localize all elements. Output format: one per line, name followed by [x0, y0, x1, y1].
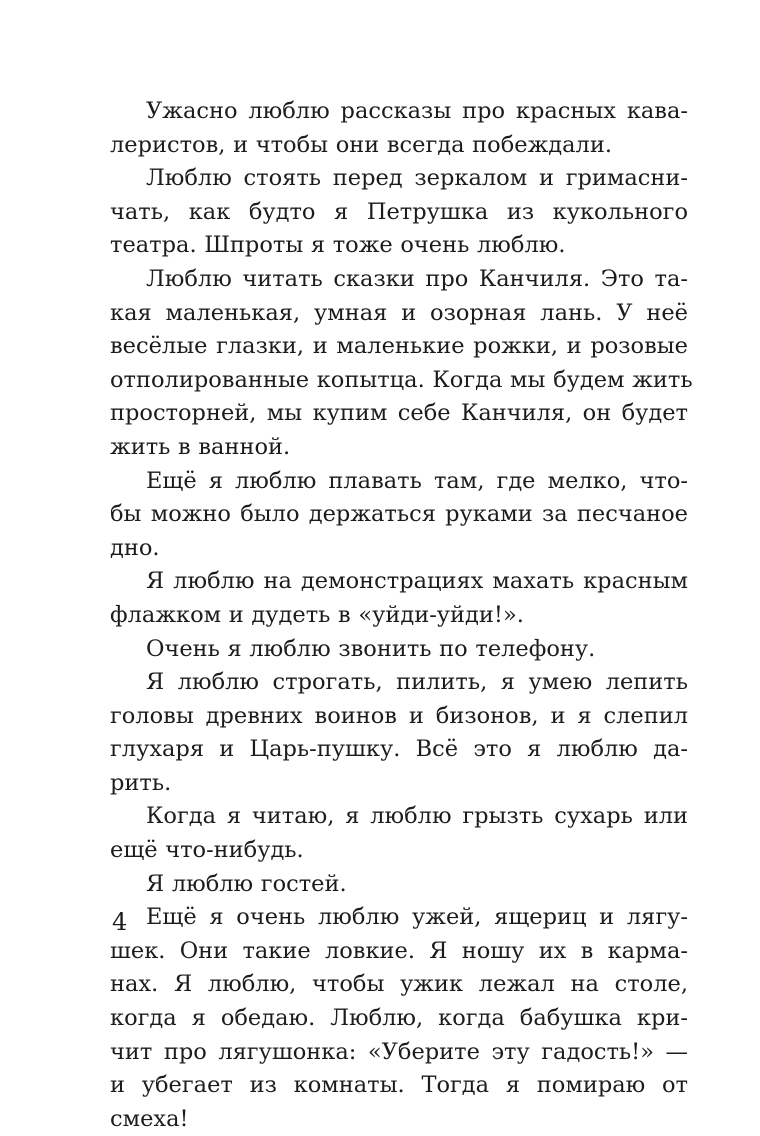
text-line: когда я обедаю. Люблю, когда бабушка кри- [110, 1005, 688, 1032]
body-text [110, 95, 693, 1136]
text-line: глухаря и Царь-пушку. Всё это я люблю да- [110, 736, 688, 763]
text-line: Когда я читаю, я люблю грызть сухарь или [146, 803, 688, 830]
text-line: просторней, мы купим себе Канчиля, он будет [110, 400, 688, 427]
text-line: смеха! [110, 1105, 189, 1132]
text-line: Очень я люблю звонить по телефону. [146, 635, 596, 662]
page-number: 4 [112, 908, 128, 936]
text-line: флажком и дудеть в «уйди-уйди!». [110, 601, 524, 628]
text-line: кая маленькая, умная и озорная лань. У неё [110, 299, 688, 326]
text-line: Ещё я очень люблю ужей, ящериц и лягу- [146, 904, 688, 931]
text-line: Ужасно люблю рассказы про красных кава- [146, 98, 688, 124]
text-line: нах. Я люблю, чтобы ужик лежал на столе, [110, 971, 688, 998]
text-line: Я люблю строгать, пилить, я умею лепить [146, 669, 688, 696]
text-line: жить в ванной. [110, 433, 291, 460]
text-line: и убегает из комнаты. Тогда я помираю от [110, 1072, 688, 1099]
text-line: чит про лягушонка: «Уберите эту гадость!» — [110, 1038, 688, 1065]
text-line: шек. Они такие ловкие. Я ношу их в карма- [110, 937, 688, 964]
text-line: Люблю стоять перед зеркалом и гримасни- [146, 165, 688, 192]
text-line: Люблю читать сказки про Канчиля. Это та- [146, 265, 688, 292]
text-line: ещё что-нибудь. [110, 837, 304, 864]
text-line: отполированные копытца. Когда мы будем жить [110, 366, 693, 393]
text-line: дно. [110, 534, 160, 561]
text-line: леристов, и чтобы они всегда побеждали. [110, 131, 612, 158]
text-line: бы можно было держаться руками за песчаное [110, 501, 688, 528]
text-line: Я люблю на демонстрациях махать красным [146, 568, 688, 595]
text-line: весёлые глазки, и маленькие рожки, и розовые [110, 333, 688, 360]
text-line: театра. Шпроты я тоже очень люблю. [110, 232, 566, 259]
text-line: чать, как будто я Петрушка из кукольного [110, 198, 688, 225]
text-line: Ещё я люблю плавать там, где мелко, что- [146, 467, 688, 494]
text-line: головы древних воинов и бизонов, и я слепил [110, 702, 688, 729]
text-line: Я люблю гостей. [146, 870, 347, 897]
text-line: рить. [110, 769, 172, 796]
